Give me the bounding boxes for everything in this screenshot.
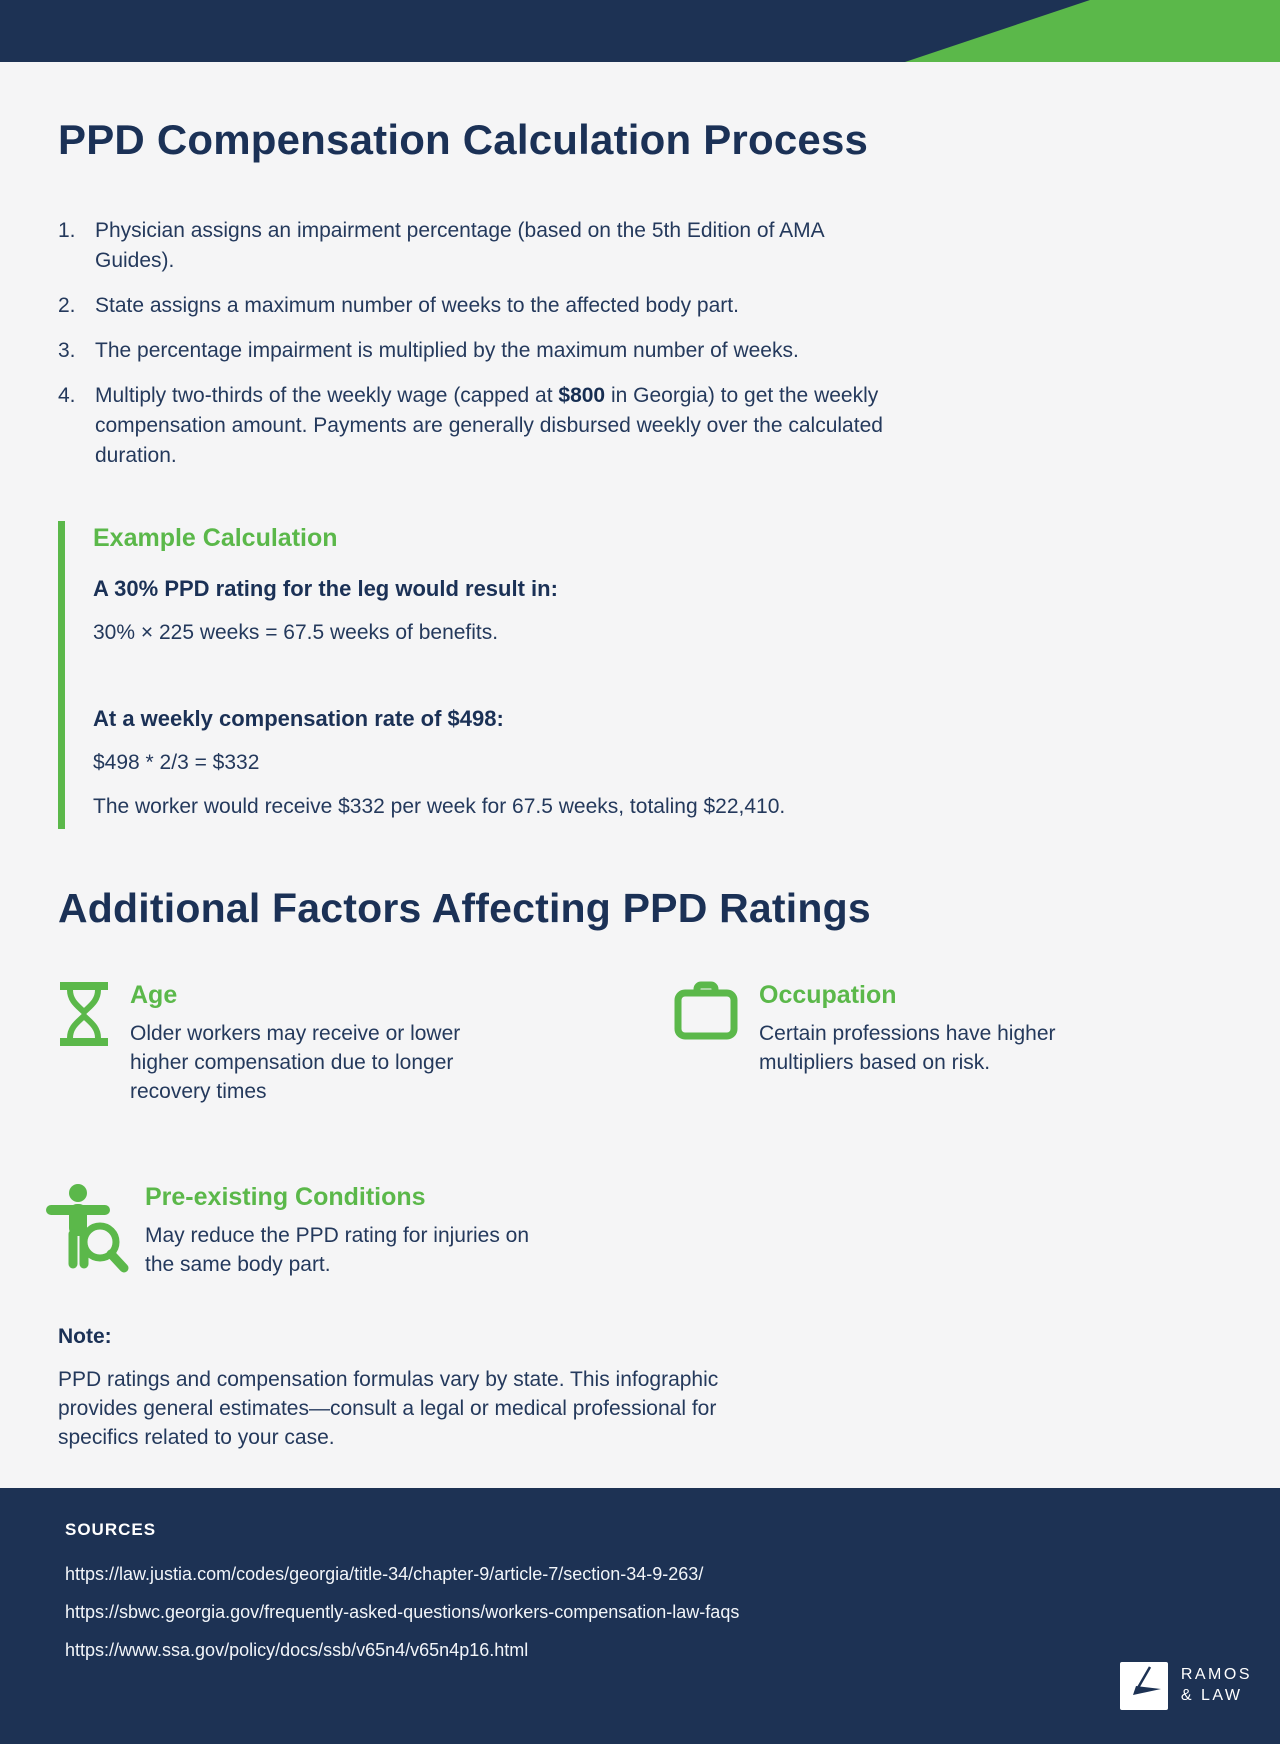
factor-age bbox=[58, 980, 673, 1106]
step-number: 1. bbox=[58, 219, 76, 243]
factor-preexisting-body bbox=[145, 1182, 555, 1279]
briefcase-icon bbox=[673, 980, 739, 1047]
source-links-list bbox=[65, 1556, 1215, 1670]
process-step-4 bbox=[58, 381, 1220, 471]
source-link-sbwc[interactable]: https://sbwc.georgia.gov/frequently-asked-questions/workers-compensation-law-faqs bbox=[65, 1602, 740, 1622]
example-rate-heading: At a weekly compensation rate of $498: bbox=[93, 706, 504, 732]
step-number: 2. bbox=[58, 294, 76, 318]
ramos-law-logo-text: RAMOS & LAW bbox=[1180, 1666, 1252, 1704]
person-magnifier-icon bbox=[45, 1182, 137, 1279]
step-text: The percentage impairment is multiplied by the maximum number of weeks. bbox=[95, 339, 799, 363]
step-text: State assigns a maximum number of weeks to the affected body part. bbox=[95, 294, 739, 318]
main-content bbox=[0, 116, 1280, 1452]
factor-occupation-body bbox=[759, 980, 1099, 1077]
ramos-law-logo-icon bbox=[1120, 1662, 1168, 1710]
example-formula-rate: $498 * 2/3 = $332 bbox=[93, 751, 260, 775]
factor-occupation bbox=[673, 980, 1099, 1106]
footer bbox=[0, 1488, 1280, 1744]
capped-amount: $800 bbox=[558, 384, 606, 408]
note-label: Note: bbox=[58, 1325, 112, 1349]
source-link-item bbox=[65, 1632, 1215, 1670]
sources-heading: SOURCES bbox=[65, 1520, 157, 1539]
factor-preexisting-text: May reduce the PPD rating for injuries on the same body part. bbox=[145, 1224, 530, 1277]
source-link-item bbox=[65, 1594, 1215, 1632]
factor-preexisting-heading: Pre-existing Conditions bbox=[145, 1183, 426, 1212]
source-link-item bbox=[65, 1556, 1215, 1594]
green-diagonal-accent bbox=[0, 0, 1280, 62]
example-result: The worker would receive $332 per week for 67.5 weeks, totaling $22,410. bbox=[93, 795, 786, 819]
process-step-1 bbox=[58, 216, 1220, 276]
factors-title: Additional Factors Affecting PPD Ratings bbox=[58, 885, 871, 932]
step-number: 3. bbox=[58, 339, 76, 363]
header-band bbox=[0, 0, 1280, 62]
factor-occupation-text: Certain professions have higher multipliers based on risk. bbox=[759, 1022, 1056, 1075]
factors-row bbox=[58, 980, 1220, 1106]
factor-occupation-heading: Occupation bbox=[759, 981, 897, 1010]
source-link-ssa[interactable]: https://www.ssa.gov/policy/docs/ssb/v65n4/v65n4p16.html bbox=[65, 1640, 529, 1660]
source-link-justia[interactable]: https://law.justia.com/codes/georgia/title-34/chapter-9/article-7/section-34-9-263/ bbox=[65, 1564, 704, 1584]
process-step-3 bbox=[58, 336, 1220, 366]
step-text: Multiply two-thirds of the weekly wage (capped at $800 in Georgia) to get the weekly compensation amount. Payments are generally disbursed weekly over the calculated duration. bbox=[95, 384, 883, 468]
hourglass-icon bbox=[58, 980, 110, 1053]
process-steps-list bbox=[58, 216, 1220, 471]
step-text: Physician assigns an impairment percentage (based on the 5th Edition of AMA Guides). bbox=[95, 219, 824, 273]
factor-preexisting bbox=[58, 1182, 1220, 1279]
factor-age-heading: Age bbox=[130, 981, 178, 1010]
step-number: 4. bbox=[58, 384, 76, 408]
example-case-heading: A 30% PPD rating for the leg would result in: bbox=[93, 576, 558, 602]
example-calculation-box bbox=[58, 521, 1220, 829]
page-title: PPD Compensation Calculation Process bbox=[58, 116, 869, 163]
factor-age-body bbox=[130, 980, 490, 1106]
example-title: Example Calculation bbox=[93, 524, 338, 553]
note-text: PPD ratings and compensation formulas vary by state. This infographic provides general estimates—consult a legal or medical professional for specifics related to your case. bbox=[58, 1368, 719, 1450]
example-formula-weeks: 30% × 225 weeks = 67.5 weeks of benefits. bbox=[93, 621, 499, 645]
factor-age-text: Older workers may receive or lower higher compensation due to longer recovery times bbox=[130, 1022, 461, 1104]
ramos-law-logo bbox=[1120, 1662, 1252, 1710]
process-step-2 bbox=[58, 291, 1220, 321]
